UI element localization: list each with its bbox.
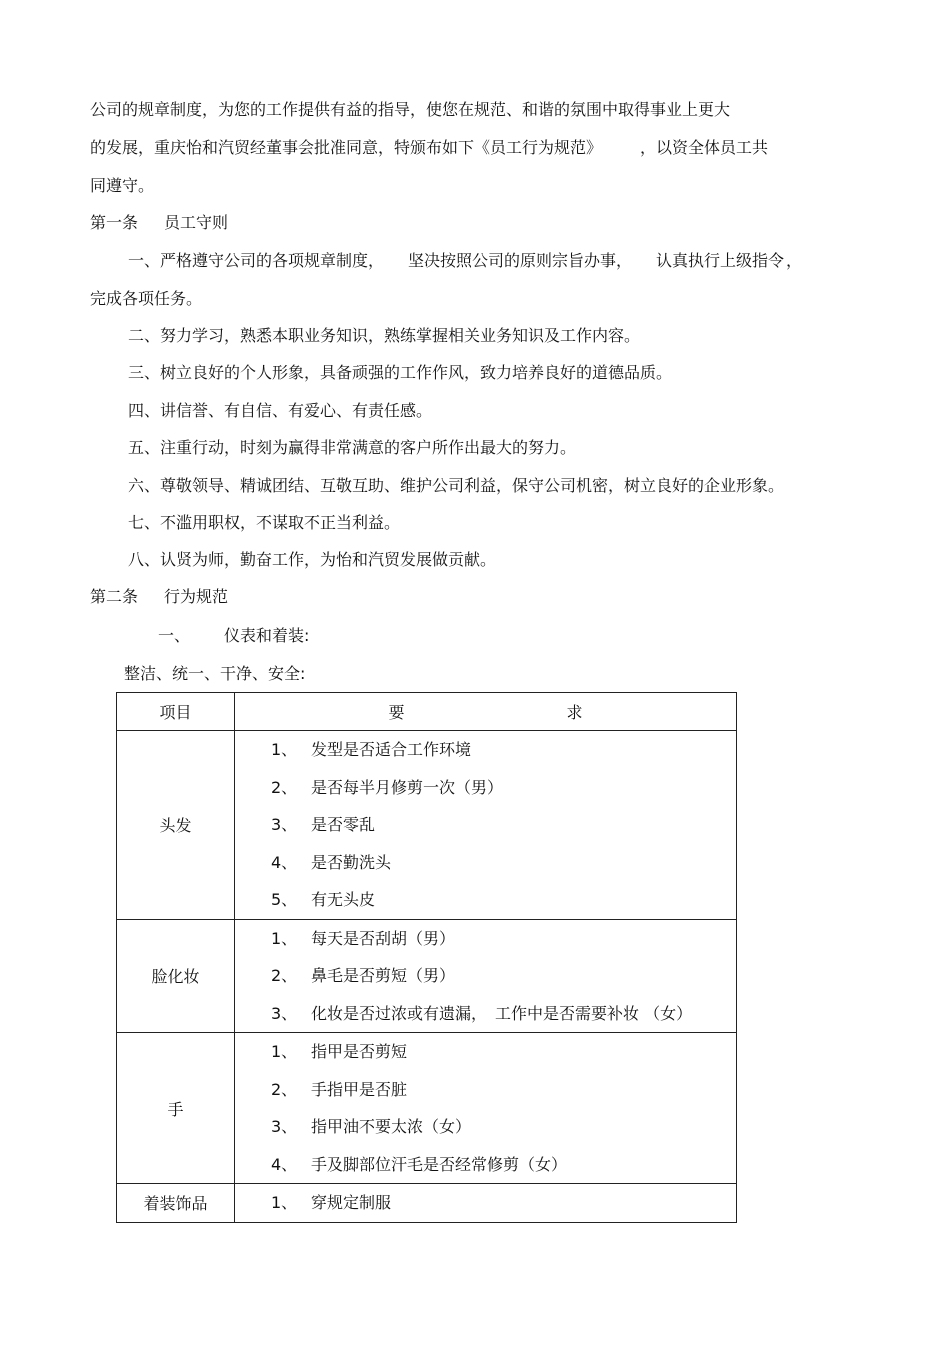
section-title: 仪表和着装: (224, 626, 310, 645)
rule-1-continued: 完成各项任务。 (90, 289, 203, 308)
table-row-dress-accessories (117, 1184, 737, 1223)
item-text: 化妆是否过浓或有遗漏， 工作中是否需要补妆 （女） (311, 1003, 693, 1023)
item-text: 是否零乱 (311, 815, 376, 834)
item-text: 穿规定制服 (311, 1193, 392, 1212)
rule-4: 四、讲信誉、有自信、有爱心、有责任感。 (128, 401, 433, 420)
section-heading (158, 626, 309, 646)
requirement-item (235, 844, 736, 882)
header-item: 项目 (117, 693, 235, 731)
rule-7: 七、不滥用职权，不谋取不正当利益。 (128, 513, 401, 532)
rule-6: 六、尊敬领导、精诚团结、互敬互助、维护公司利益，保守公司机密，树立良好的企业形象。 (128, 476, 785, 495)
item-number: 3、 (271, 1003, 298, 1023)
rule-1-part-a: 一、严格遵守公司的各项规章制度， (128, 251, 385, 270)
requirement-item (235, 1184, 736, 1222)
appearance-requirements-table (116, 692, 737, 1223)
item-text: 手指甲是否脏 (311, 1079, 408, 1099)
table-row-hair (117, 731, 737, 920)
rule-1 (128, 251, 802, 271)
item-number: 2、 (271, 966, 298, 985)
header-requirement-char-1: 要 (388, 703, 405, 722)
requirements-cell (235, 919, 737, 1033)
table-row-hands (117, 1033, 737, 1184)
item-number: 2、 (271, 777, 298, 797)
item-text: 是否每半月修剪一次（男） (311, 777, 504, 797)
requirement-item (235, 731, 736, 769)
requirement-item (235, 769, 736, 807)
item-text: 有无头皮 (311, 890, 376, 909)
category-cell: 头发 (117, 731, 235, 920)
category-cell: 脸化妆 (117, 919, 235, 1033)
item-number: 1、 (271, 928, 298, 948)
article-1-title: 员工守则 (164, 213, 229, 232)
table-header-row (117, 693, 737, 731)
requirements-cell (235, 1033, 737, 1184)
article-1-number: 第一条 (90, 213, 139, 232)
article-1-heading (90, 213, 228, 233)
requirement-item (235, 881, 736, 919)
item-number: 3、 (271, 1117, 298, 1136)
intro-line-1: 公司的规章制度，为您的工作提供有益的指导，使您在规范、和谐的氛围中取得事业上更大 (90, 100, 731, 119)
rule-1-part-c: 认真执行上级指令 (656, 251, 785, 270)
requirement-item (235, 1108, 736, 1146)
requirement-item (235, 806, 736, 844)
article-2-title: 行为规范 (164, 587, 229, 606)
category-cell: 手 (117, 1033, 235, 1184)
item-number: 1、 (271, 740, 298, 759)
rule-1-part-b: 坚决按照公司的原则宗旨办事， (408, 251, 633, 270)
requirement-item (235, 1071, 736, 1109)
item-text: 手及脚部位汗毛是否经常修剪（女） (311, 1154, 568, 1174)
section-number: 一、 (158, 626, 191, 645)
item-text: 指甲是否剪短 (311, 1042, 408, 1061)
rule-8: 八、认贤为师，勤奋工作，为怡和汽贸发展做贡献。 (128, 550, 497, 569)
requirement-item (235, 920, 736, 958)
table-row-face-makeup (117, 919, 737, 1033)
item-text: 发型是否适合工作环境 (311, 740, 472, 759)
intro-line-2a: 的发展，重庆怡和汽贸经董事会批准同意，特颁布如下《员工行为规范》 (90, 138, 603, 157)
item-text: 指甲油不要太浓（女） (311, 1117, 472, 1136)
rule-1-part-d: ， (786, 251, 803, 270)
intro-line-2b: ，以资全体员工共 (640, 138, 769, 157)
intro-line-3: 同遵守。 (90, 176, 155, 195)
rule-2: 二、努力学习，熟悉本职业务知识，熟练掌握相关业务知识及工作内容。 (128, 326, 641, 345)
header-requirement (235, 693, 737, 731)
requirement-item (235, 957, 736, 995)
category-cell: 着装饰品 (117, 1184, 235, 1223)
requirements-cell (235, 1184, 737, 1223)
item-number: 3、 (271, 815, 298, 834)
intro-line-2 (90, 138, 768, 158)
requirement-item (235, 1146, 736, 1184)
item-text: 是否勤洗头 (311, 852, 392, 872)
rule-5: 五、注重行动，时刻为赢得非常满意的客户所作出最大的努力。 (128, 438, 577, 457)
requirement-item (235, 995, 736, 1033)
item-number: 1、 (271, 1193, 298, 1212)
item-number: 4、 (271, 1154, 298, 1174)
rule-3: 三、树立良好的个人形象，具备顽强的工作作风，致力培养良好的道德品质。 (128, 363, 673, 382)
item-number: 1、 (271, 1042, 298, 1061)
item-number: 5、 (271, 890, 298, 909)
article-2-number: 第二条 (90, 587, 139, 606)
item-number: 4、 (271, 852, 298, 872)
article-2-heading (90, 587, 228, 607)
item-number: 2、 (271, 1079, 298, 1099)
dress-principle: 整洁、统一、干净、安全: (124, 664, 306, 683)
requirement-item (235, 1033, 736, 1071)
item-text: 鼻毛是否剪短（男） (311, 966, 456, 985)
requirements-cell (235, 731, 737, 920)
header-requirement-char-2: 求 (566, 703, 583, 722)
item-text: 每天是否刮胡（男） (311, 928, 456, 948)
